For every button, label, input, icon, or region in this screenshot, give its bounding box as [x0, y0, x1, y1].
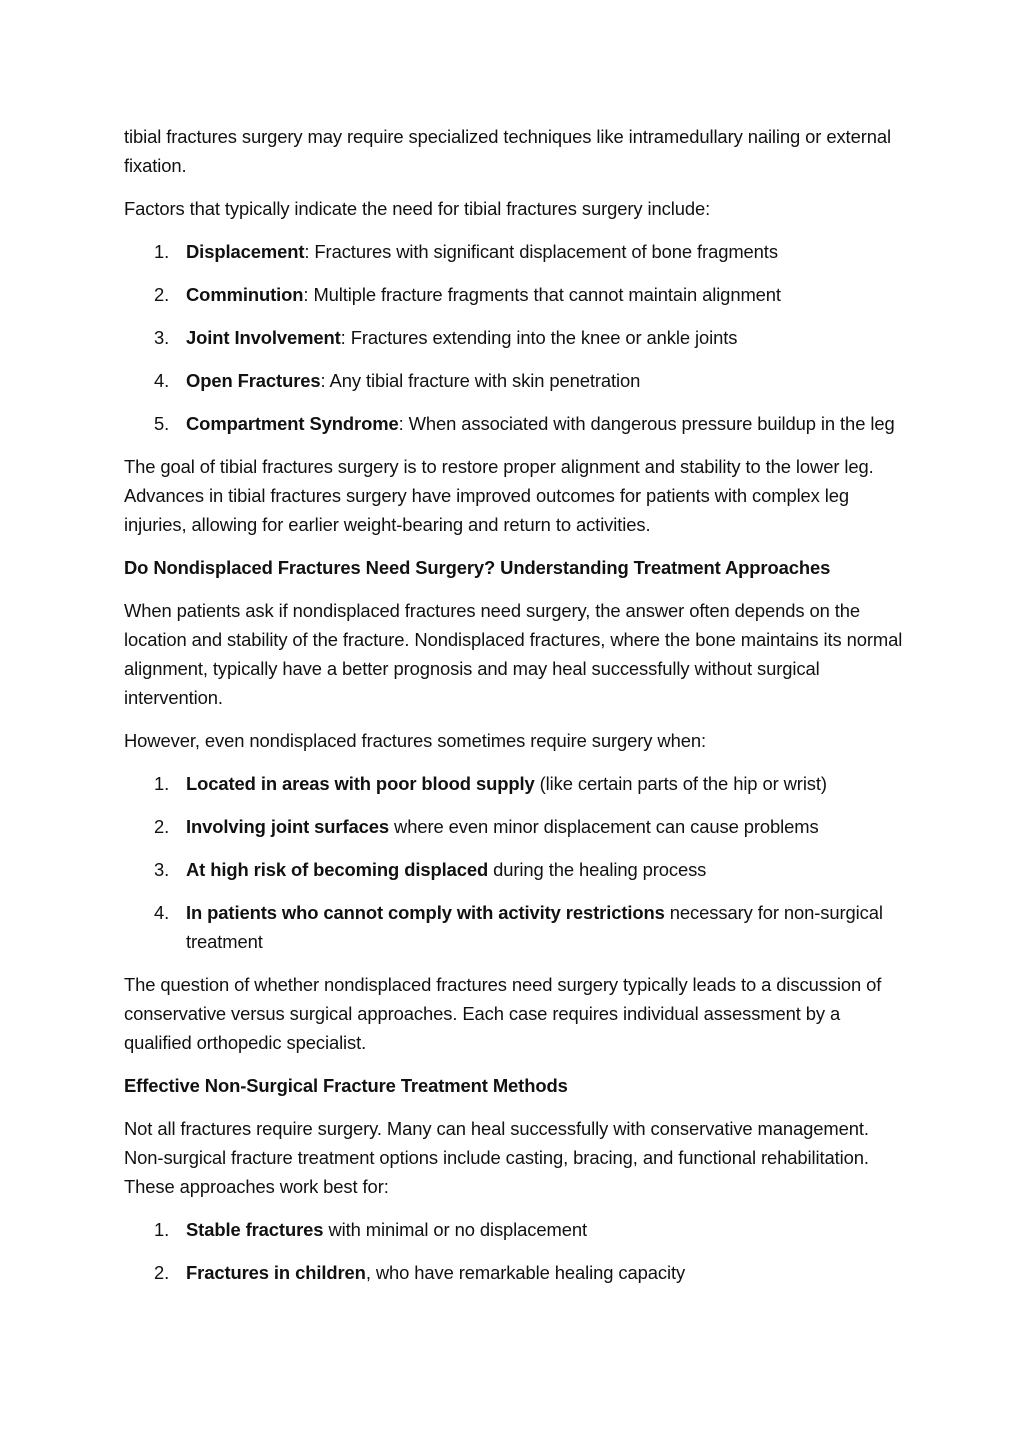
- list-item: [124, 898, 904, 956]
- list-item-term: Open Fractures: [186, 370, 321, 391]
- list-number: 3.: [154, 859, 170, 880]
- factors-intro-paragraph: Factors that typically indicate the need for tibial fractures surgery include:: [124, 198, 711, 219]
- list-item-term: Comminution: [186, 284, 304, 305]
- list-number: 4.: [154, 902, 170, 923]
- list-number: 2.: [154, 1262, 170, 1283]
- list-number: 1.: [154, 1219, 170, 1240]
- list-number: 2.: [154, 284, 170, 305]
- intro-paragraph: tibial fractures surgery may require specialized techniques like intramedullary nailing or external fixation.: [124, 126, 891, 176]
- list-item-term: Compartment Syndrome: [186, 413, 399, 434]
- list-item: 1. Displacement: Fractures with significant displacement of bone fragments: [124, 237, 904, 266]
- list-item-term: In patients who cannot comply with activity restrictions: [186, 902, 665, 923]
- list-item-text: during the healing process: [493, 859, 707, 880]
- list-item-term: Stable fractures: [186, 1219, 324, 1240]
- list-item: 4. Open Fractures: Any tibial fracture with skin penetration: [124, 366, 904, 395]
- list-item-text: where even minor displacement can cause problems: [394, 816, 819, 837]
- list-item-term: Joint Involvement: [186, 327, 341, 348]
- list-item-text: Multiple fracture fragments that cannot maintain alignment: [313, 284, 781, 305]
- list-number: 3.: [154, 327, 170, 348]
- non-surgical-paragraph: Not all fractures require surgery. Many can heal successfully with conservative management. Non-surgical fracture treatment options include casting, bracing, and functional rehabilitation. These approaches work best for:: [124, 1118, 869, 1197]
- list-number: 5.: [154, 413, 170, 434]
- list-number: 4.: [154, 370, 170, 391]
- list-item-term: Located in areas with poor blood supply: [186, 773, 535, 794]
- list-item-term: Displacement: [186, 241, 305, 262]
- list-number: 1.: [154, 241, 170, 262]
- surgery-factors-list: [124, 237, 904, 438]
- list-item-text: Fractures extending into the knee or ankle joints: [350, 327, 738, 348]
- list-item: [124, 1215, 904, 1244]
- section-heading-non-surgical: Effective Non-Surgical Fracture Treatment Methods: [124, 1075, 568, 1096]
- list-item: [124, 769, 904, 798]
- non-surgical-list: [124, 1215, 904, 1287]
- document-page: [124, 122, 904, 1301]
- list-item: [124, 855, 904, 884]
- list-item-text: Any tibial fracture with skin penetration: [329, 370, 641, 391]
- nondisplaced-paragraph: When patients ask if nondisplaced fractures need surgery, the answer often depends on the location and stability of the fracture. Nondisplaced fractures, where the bone maintains its normal alignment, typically have a better prognosis and may heal successfully without surgical intervention.: [124, 600, 903, 708]
- list-number: 1.: [154, 773, 170, 794]
- list-item: 2. Comminution: Multiple fracture fragments that cannot maintain alignment: [124, 280, 904, 309]
- conservative-vs-surgical-paragraph: The question of whether nondisplaced fractures need surgery typically leads to a discussion of conservative versus surgical approaches. Each case requires individual assessment by a qualified orthopedic specialist.: [124, 974, 882, 1053]
- list-item-term: Involving joint surfaces: [186, 816, 390, 837]
- list-item-text: , who have remarkable healing capacity: [365, 1262, 686, 1283]
- goal-paragraph: The goal of tibial fractures surgery is to restore proper alignment and stability to the lower leg. Advances in tibial fractures surgery have improved outcomes for patients with complex leg injuries, allowing for earlier weight-bearing and return to activities.: [124, 456, 874, 535]
- list-item: 3. Joint Involvement: Fractures extending into the knee or ankle joints: [124, 323, 904, 352]
- list-item: 5. Compartment Syndrome: When associated with dangerous pressure buildup in the leg: [124, 409, 904, 438]
- section-heading-nondisplaced: Do Nondisplaced Fractures Need Surgery? Understanding Treatment Approaches: [124, 557, 831, 578]
- list-item-text: (like certain parts of the hip or wrist): [539, 773, 827, 794]
- list-item: [124, 1258, 904, 1287]
- list-item-term: Fractures in children: [186, 1262, 366, 1283]
- list-number: 2.: [154, 816, 170, 837]
- list-item-text: Fractures with significant displacement of bone fragments: [314, 241, 778, 262]
- nondisplaced-surgery-list: [124, 769, 904, 956]
- list-item: [124, 812, 904, 841]
- list-item-text: with minimal or no displacement: [328, 1219, 588, 1240]
- surgery-when-paragraph: However, even nondisplaced fractures sometimes require surgery when:: [124, 730, 706, 751]
- list-item-text: When associated with dangerous pressure buildup in the leg: [408, 413, 895, 434]
- list-item-text: necessary for non-surgical treatment: [186, 902, 883, 952]
- list-item-term: At high risk of becoming displaced: [186, 859, 489, 880]
